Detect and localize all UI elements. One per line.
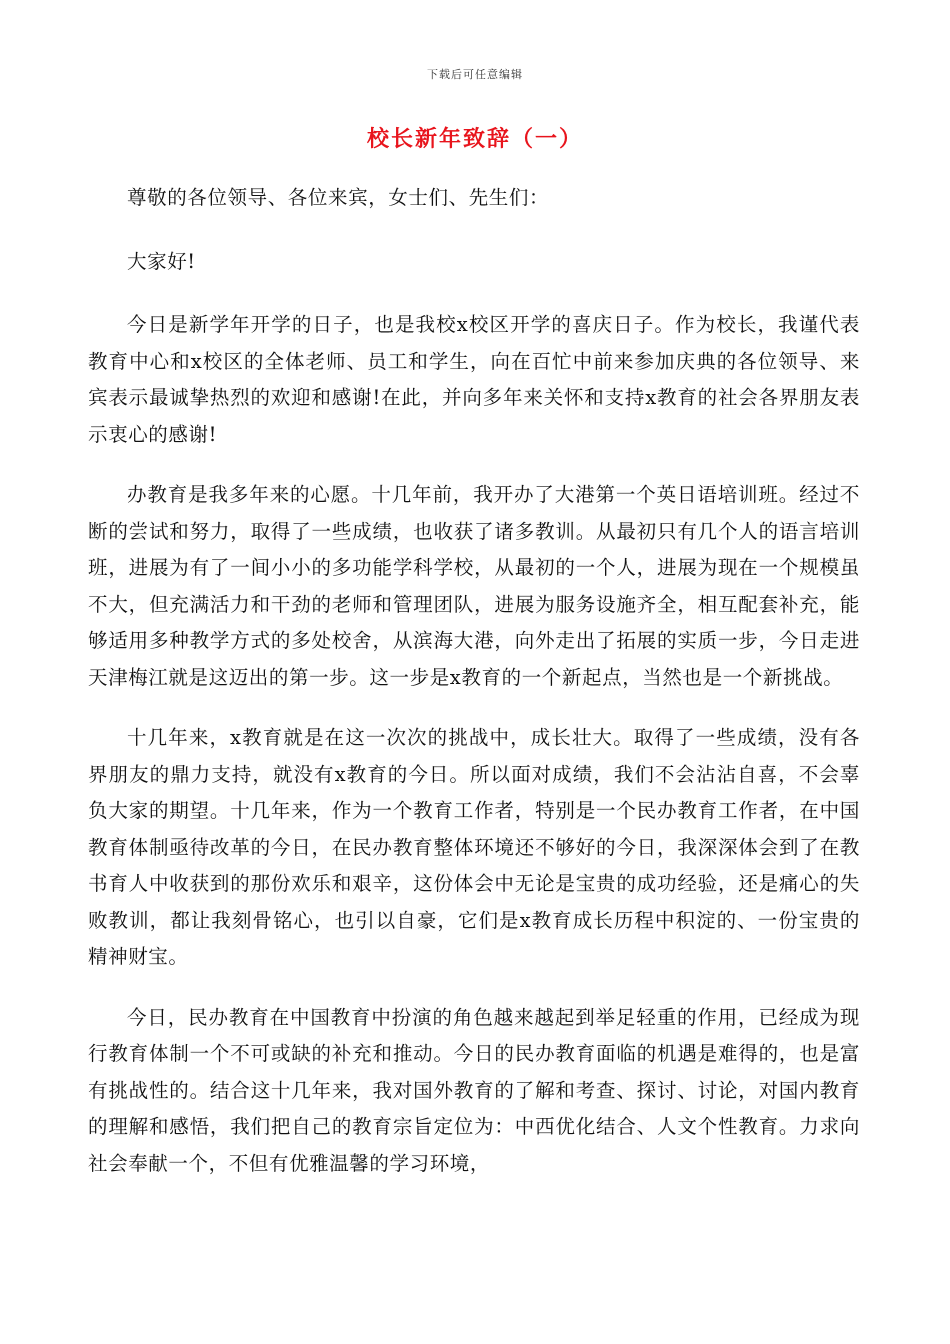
paragraph-welcome: 今日是新学年开学的日子，也是我校x校区开学的喜庆日子。作为校长，我谨代表教育中心和x校区的全体老师、员工和学生，向在百忙中前来参加庆典的各位领导、来宾表示最诚挚热烈的欢迎和感谢!在此，并向多年来关怀和支持x教育的社会各界朋友表示衷心的感谢! <box>88 313 860 446</box>
header-note: 下载后可任意编辑 <box>427 68 523 81</box>
document-body <box>88 180 860 1206</box>
paragraph-salutation: 尊敬的各位领导、各位来宾，女士们、先生们： <box>127 186 550 209</box>
document-title: 校长新年致辞（一） <box>366 126 583 152</box>
paragraph-growth: 十几年来，x教育就是在这一次次的挑战中，成长壮大。取得了一些成绩，没有各界朋友的鼎力支持，就没有x教育的今日。所以面对成绩，我们不会沾沾自喜，不会辜负大家的期望。十几年来，作为一个教育工作者，特别是一个民办教育工作者，在中国教育体制亟待改革的今日，在民办教育整体环境还不够好的今日，我深深体会到了在教书育人中收获到的那份欢乐和艰辛，这份体会中无论是宝贵的成功经验，还是痛心的失败教训，都让我刻骨铭心，也引以自豪，它们是x教育成长历程中积淀的、一份宝贵的精神财宝。 <box>88 726 860 968</box>
paragraph-greeting: 大家好! <box>127 249 196 273</box>
paragraph-mission: 今日，民办教育在中国教育中扮演的角色越来越起到举足轻重的作用，已经成为现行教育体制一个不可或缺的补充和推动。今日的民办教育面临的机遇是难得的，也是富有挑战性的。结合这十几年来，我对国外教育的了解和考查、探讨、讨论，对国内教育的理解和感悟，我们把自己的教育宗旨定位为：中西优化结合、人文个性教育。力求向社会奉献一个，不但有优雅温馨的学习环境， <box>88 1005 860 1175</box>
paragraph-history: 办教育是我多年来的心愿。十几年前，我开办了大港第一个英日语培训班。经过不断的尝试和努力，取得了一些成绩，也收获了诸多教训。从最初只有几个人的语言培训班，进展为有了一间小小的多功能学科学校，从最初的一个人，进展为现在一个规模虽不大，但充满活力和干劲的老师和管理团队，进展为服务设施齐全，相互配套补充，能够适用多种教学方式的多处校舍，从滨海大港，向外走出了拓展的实质一步，今日走进天津梅江就是这迈出的第一步。这一步是x教育的一个新起点，当然也是一个新挑战。 <box>88 483 860 689</box>
